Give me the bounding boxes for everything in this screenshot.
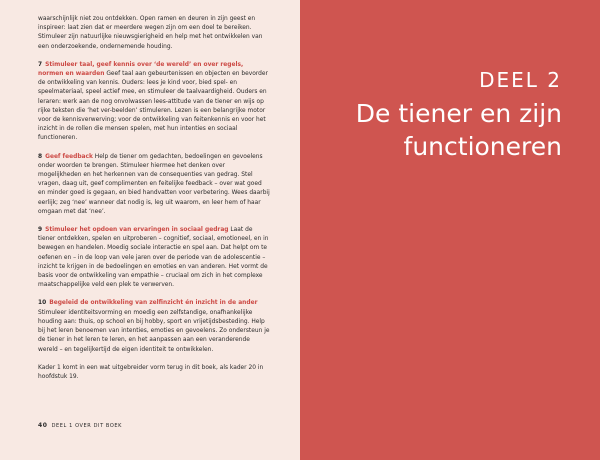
item-body: Help de tiener om gedachten, bedoelingen en gevoelens onder woorden te brengen. Stimuleer hiermee het denken over mogelijkheden en het herkennen van de consequenties van gedrag. Stel vragen, daag uit, geef complimenten en feitelijke feedback – over wat goed en minder goed is gegaan, en bied handvatten voor verbetering. Wees daarbij eerlijk; zeg ‘nee’ wanneer dat nodig is, leg uit waarom, en leer hem of haar omgaan met dat ‘nee’. bbox=[38, 153, 270, 215]
item-body: Stimuleer identiteitsvorming en moedig een zelfstandige, onafhankelijke houding aan: thuis, op school en bij hobby, sport en vrijetijdsbesteding. Help bij het leren benoemen van intenties, emoties en gevoelens. Zo ondersteun je de tiener in het leren te leren, en het aanpassen aan een veranderende wereld – en tegelijkertijd de eigen identiteit te ontwikkelen. bbox=[38, 309, 270, 353]
closing-paragraph: Kader 1 komt in een wat uitgebreider vorm terug in dit boek, als kader 20 in hoofdstuk 19. bbox=[38, 364, 264, 380]
list-item-8 bbox=[38, 153, 270, 217]
item-number: 9 bbox=[38, 227, 43, 234]
list-item-9 bbox=[38, 226, 270, 290]
item-heading: Stimuleer taal, geef kennis over ‘de wereld’ en over regels, normen en waarden bbox=[38, 61, 244, 78]
part-title bbox=[312, 97, 562, 163]
part-label: DEEL 2 bbox=[479, 68, 562, 92]
right-page bbox=[300, 0, 600, 460]
item-heading: Geef feedback bbox=[45, 153, 93, 160]
page-footer bbox=[38, 422, 122, 429]
list-item-10 bbox=[38, 299, 270, 354]
list-item-7 bbox=[38, 61, 270, 144]
item-heading: Begeleid de ontwikkeling van zelfinzicht én inzicht in de ander bbox=[49, 300, 258, 307]
intro-paragraph: waarschijnlijk niet zou ontdekken. Open ramen en deuren in zijn geest en inspireer: laat zien dat er meerdere wegen zijn om een doel te bereiken. Stimuleer zijn natuurlijke nieuwsgierigheid en help met het ontwikkelen van een onderzoekende, ondernemende houding. bbox=[38, 16, 263, 50]
body-text bbox=[38, 15, 270, 391]
item-number: 7 bbox=[38, 61, 43, 68]
running-head: DEEL 1 OVER DIT BOEK bbox=[51, 423, 123, 429]
item-heading: Stimuleer het opdoen van ervaringen in sociaal gedrag bbox=[45, 227, 229, 234]
item-body: Geef taal aan gebeurtenissen en objecten en bevorder de ontwikkeling van kennis. Ouders: lees je kind voor, bied spel- en speelmateriaal, speel actief mee, en stimuleer de taalvaardigheid. Ouders en leraren: werk aan de nog onvolwassen lees-attitude van de tiener en wijs op rijke teksten die ‘het ver-beelden’ stimuleren. Lezen is een belangrijke motor voor de kennisverwerving; voor de ontwikkeling van feitenkennis en voor het inzicht in de rollen die mensen spelen, met hun intenties en sociaal functioneren. bbox=[38, 71, 268, 142]
part-title-line-2: functioneren bbox=[403, 132, 562, 161]
item-body: Laat de tiener ontdekken, spelen en uitproberen – cognitief, sociaal, emotioneel, en in bewegen en handelen. Moedig sociale interactie en spel aan. Dat helpt om te oefenen en – in de loop van vele jaren over de periode van de adolescentie – inzicht te krijgen in de bedoelingen en emoties en van anderen. Het vormt de basis voor de ontwikkeling van empathie – cruciaal om zich in het complexe maatschappelijke veld een plek te verwerven. bbox=[38, 227, 269, 289]
item-number: 10 bbox=[38, 300, 47, 307]
page-number: 40 bbox=[38, 422, 48, 429]
item-number: 8 bbox=[38, 153, 43, 160]
part-title-line-1: De tiener en zijn bbox=[355, 99, 562, 128]
